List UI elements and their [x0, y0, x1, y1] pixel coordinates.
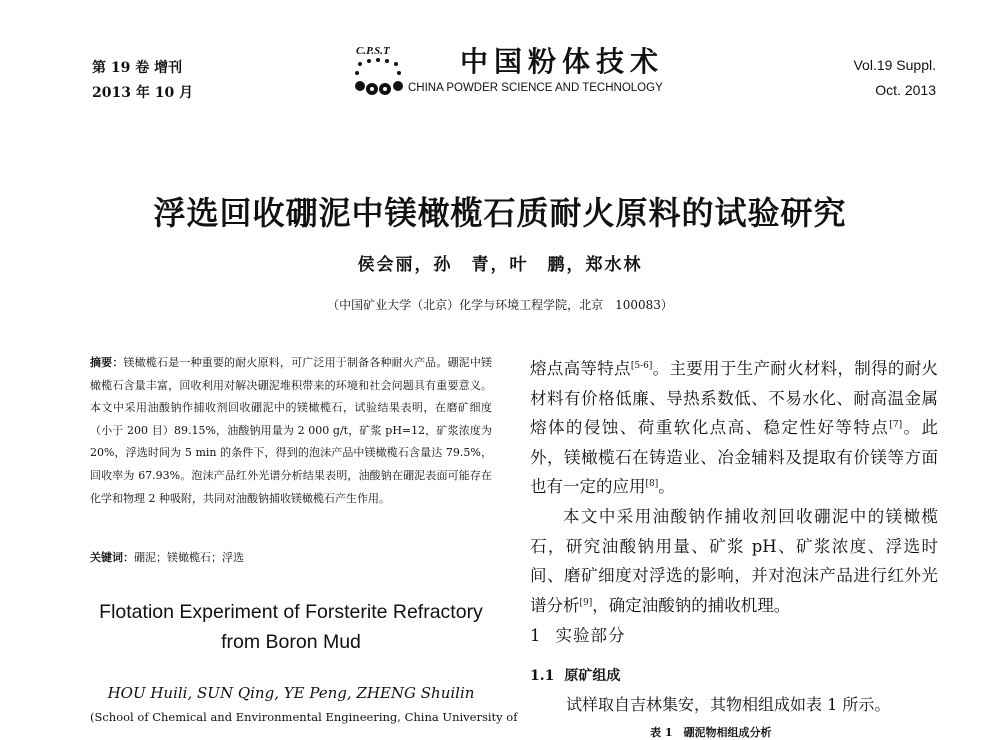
subsection-title: 原矿组成 — [564, 668, 621, 684]
authors-cn: 侯会丽，孙 青，叶 鹏，郑水林 — [357, 255, 643, 275]
citation-ref: [5-6] — [630, 361, 653, 371]
paragraph-text: 熔点高等特点 — [530, 359, 631, 378]
table-caption: 表 1 硼泥物相组成分析 — [650, 726, 772, 739]
citation-ref: [7] — [889, 420, 903, 430]
paragraph-text: 本文中采用油酸钠作捕收剂回收硼泥中的镁橄榄石，研究油酸钠用量、矿浆 pH、矿浆浓度、浮选时间、磨矿细度对浮选的影响，并对泡沫产品进行红外光谱分析 — [530, 507, 938, 615]
volume-label-en: Vol.19 Suppl. — [853, 57, 936, 73]
volume-label-cn: 第 19 卷 增刊 — [92, 60, 183, 76]
article-title-en: Flotation Experiment of Forsterite Refractory from Boron Mud — [99, 601, 483, 653]
keywords-text: 硼泥；镁橄榄石；浮选 — [134, 551, 244, 564]
paragraph-text: 。主要用于生产耐火材料，制得的耐火材料有价格低廉、导热系数低、不易水化、耐高温金属熔体的侵蚀、荷重软化点高、稳定性好等特点 — [530, 359, 939, 437]
paragraph-text: ，确定油酸钠的捕收机理。 — [592, 595, 791, 615]
citation-ref: [8] — [645, 479, 659, 489]
body-paragraph-2 — [530, 502, 938, 620]
journal-name-en: CHINA POWDER SCIENCE AND TECHNOLOGY — [408, 82, 663, 94]
affiliation-cn: （中国矿业大学（北京）化学与环境工程学院，北京 100083） — [327, 298, 673, 312]
affiliation-en: (School of Chemical and Environmental Engineering, China University of — [90, 710, 518, 724]
keywords-cn — [90, 549, 244, 565]
subsection-number: 1.1 — [530, 668, 555, 684]
abstract-cn — [90, 352, 492, 510]
issue-date-cn: 2013 年 10 月 — [92, 85, 194, 101]
subsection-heading-1-1 — [530, 665, 620, 685]
section-heading-1 — [530, 622, 626, 646]
section-number: 1 — [530, 626, 542, 645]
issue-date-en: Oct. 2013 — [875, 82, 936, 98]
citation-ref: [9] — [579, 597, 593, 608]
authors-en: HOU Huili, SUN Qing, YE Peng, ZHENG Shuilin — [107, 684, 475, 702]
abstract-label: 摘要： — [90, 356, 124, 369]
paragraph-text: 。此外，镁橄榄石在铸造业、冶金辅料及提取有价镁等方面也有一定的应用 — [530, 418, 939, 496]
logo-text: C.P.S.T — [356, 45, 390, 57]
journal-name-cn: 中国粉体技术 — [460, 45, 665, 78]
section-title: 实验部分 — [555, 626, 626, 645]
body-paragraph-1 — [530, 354, 938, 502]
sample-description: 试样取自吉林集安，其物相组成如表 1 所示。 — [566, 695, 891, 714]
keywords-label: 关键词： — [90, 551, 134, 564]
journal-logo-icon — [350, 40, 416, 104]
article-title-cn: 浮选回收硼泥中镁橄榄石质耐火原料的试验研究 — [153, 194, 847, 232]
abstract-text: 镁橄榄石是一种重要的耐火原料，可广泛用于制备各种耐火产品。硼泥中镁橄榄石含量丰富，回收利用对解决硼泥堆积带来的环境和社会问题具有重要意义。本文中采用油酸钠作捕收剂回收硼泥中的镁橄榄石，试验结果表明，在磨矿细度（小于 200 目）89.15%，油酸钠用量为 2 000 g/t，矿浆 pH=12，矿浆浓度为 20%，浮选时间为 5 min 的条件下，得到的泡沫产品中镁橄榄石含量达 79.5%，回收率为 67.93%。泡沫产品红外光谱分析结果表明，油酸钠在硼泥表面可能存在化学和物理 2 种吸附，共同对油酸钠捕收镁橄榄石产生作用。 — [90, 356, 492, 505]
paragraph-text: 。 — [658, 477, 675, 496]
